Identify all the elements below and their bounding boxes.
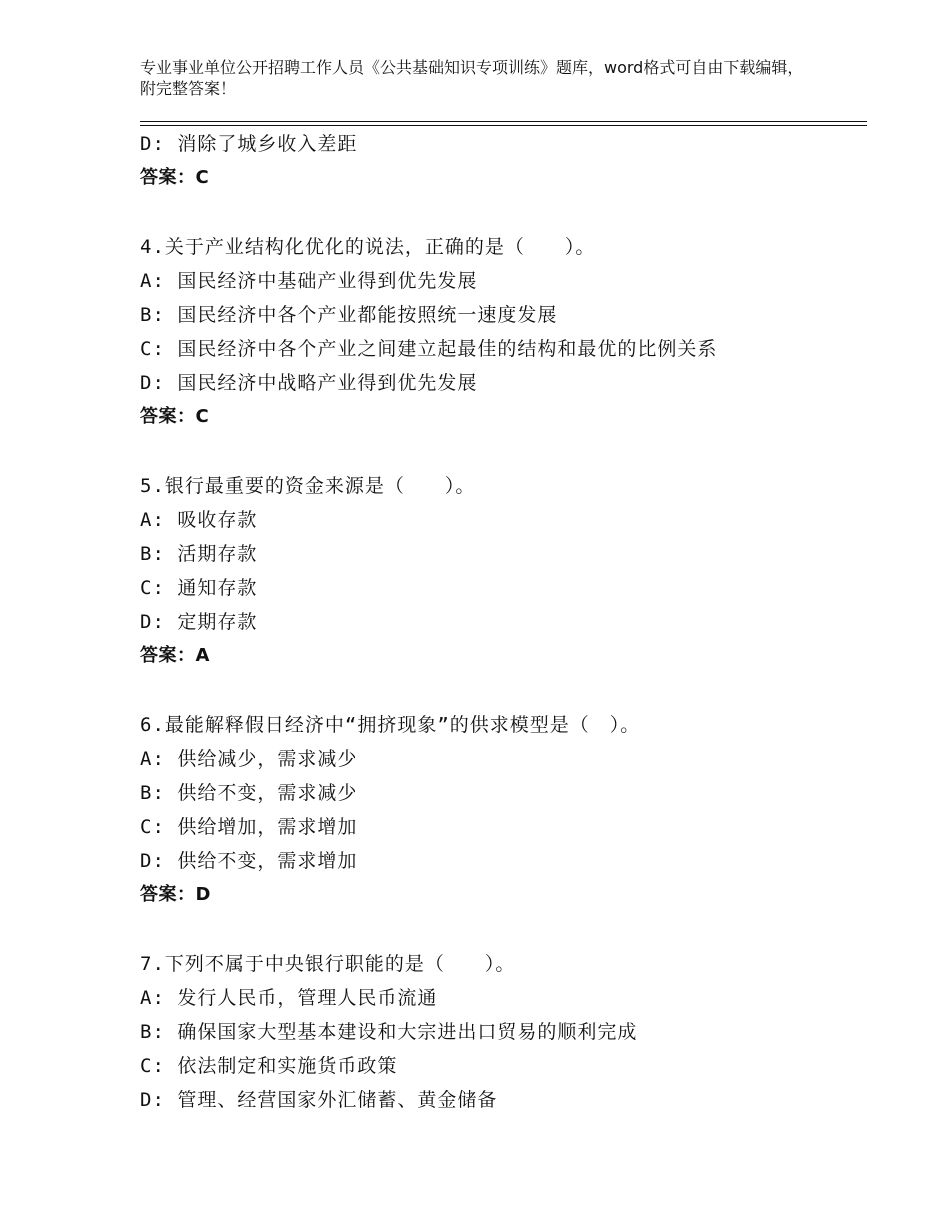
option-d: D: 供给不变，需求增加 (140, 850, 358, 872)
question-stem: 6.最能解释假日经济中“拥挤现象”的供求模型是（ ）。 (140, 714, 641, 736)
document-header: 专业事业单位公开招聘工作人员《公共基础知识专项训练》题库，word格式可自由下载编辑，附完整答案！ (140, 58, 804, 98)
option-b: B: 确保国家大型基本建设和大宗进出口贸易的顺利完成 (140, 1021, 638, 1043)
header-rule-bottom (140, 125, 867, 126)
option-d: D: 定期存款 (140, 611, 258, 633)
answer-line: 答案：C (140, 167, 210, 188)
question-block (140, 947, 867, 1117)
question-block (140, 230, 867, 434)
question-content (140, 127, 867, 1117)
option-c: C: 通知存款 (140, 577, 258, 599)
option-a: A: 国民经济中基础产业得到优先发展 (140, 270, 478, 292)
question-stem: 7.下列不属于中央银行职能的是（ ）。 (140, 953, 516, 975)
question-block (140, 469, 867, 673)
option-c: C: 依法制定和实施货币政策 (140, 1055, 398, 1077)
answer-line: 答案：C (140, 406, 210, 427)
question-stem: 4.关于产业结构化优化的说法，正确的是（ ）。 (140, 236, 596, 258)
option-c: C: 国民经济中各个产业之间建立起最佳的结构和最优的比例关系 (140, 338, 718, 360)
question-block (140, 708, 867, 912)
option-d: D: 管理、经营国家外汇储蓄、黄金储备 (140, 1089, 498, 1111)
answer-line: 答案：D (140, 884, 211, 905)
header-rule-top (140, 121, 867, 122)
option-d: D: 消除了城乡收入差距 (140, 133, 358, 155)
option-b: B: 活期存款 (140, 543, 258, 565)
answer-line: 答案：A (140, 645, 210, 666)
question-stem: 5.银行最重要的资金来源是（ ）。 (140, 475, 476, 497)
option-c: C: 供给增加，需求增加 (140, 816, 358, 838)
option-a: A: 发行人民币，管理人民币流通 (140, 987, 438, 1009)
option-b: B: 供给不变，需求减少 (140, 782, 358, 804)
option-a: A: 吸收存款 (140, 509, 258, 531)
option-d: D: 国民经济中战略产业得到优先发展 (140, 372, 478, 394)
option-a: A: 供给减少，需求减少 (140, 748, 358, 770)
option-b: B: 国民经济中各个产业都能按照统一速度发展 (140, 304, 558, 326)
